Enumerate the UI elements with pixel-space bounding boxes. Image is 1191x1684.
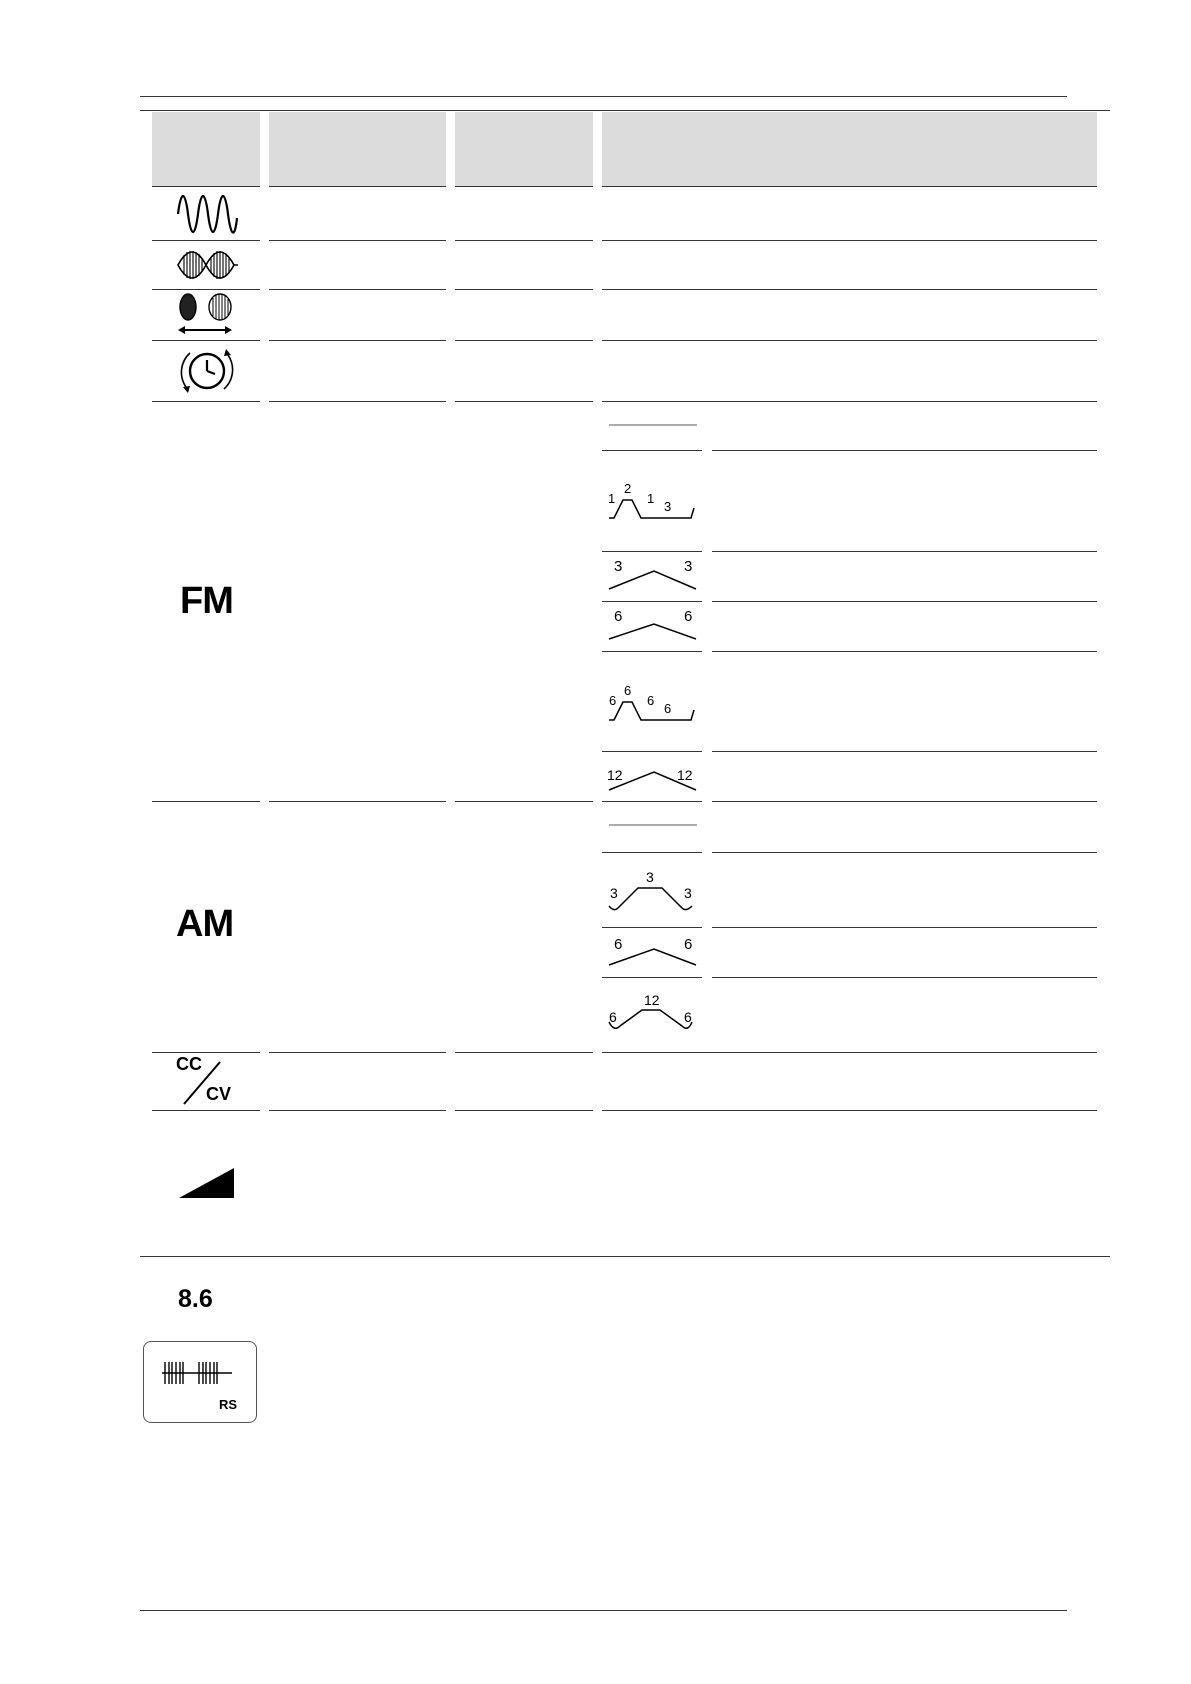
am-profile-333-icon: [606, 868, 700, 920]
am-profile-6-12-6-label-right: 6: [684, 1009, 692, 1025]
fm-profile-12-12-label-right: 12: [677, 767, 693, 783]
am-profile-333-label-left: 3: [610, 885, 618, 901]
fm-profile-1213-label-4: 3: [664, 499, 672, 514]
cc-label: CC: [176, 1054, 202, 1074]
section-rule: [140, 1256, 1110, 1257]
page-bottom-rule: [140, 1610, 1067, 1611]
am-profile-6-12-6-label-top: 12: [644, 992, 660, 1008]
fm-profile-3-3-label-right: 3: [684, 558, 693, 575]
fm-label: FM: [180, 580, 233, 622]
fm-profile-6-6-label-right: 6: [684, 608, 693, 625]
fm-profile-6666-label-4: 6: [664, 701, 672, 716]
am-profile-6-6-icon: [606, 929, 700, 975]
fm-profile-6666-label-3: 6: [647, 693, 655, 708]
fm-profile-flat-icon: [606, 405, 700, 445]
alternating-burst-icon: [176, 292, 238, 338]
fm-profile-6-6-label-left: 6: [614, 608, 623, 625]
section-number: 8.6: [178, 1285, 213, 1313]
cv-label: CV: [206, 1084, 232, 1104]
fm-profile-6666-icon: [606, 680, 700, 724]
fm-profile-1213-icon: [606, 478, 700, 522]
burst-wave-icon: [176, 243, 238, 287]
am-profile-6-6-label-left: 6: [614, 936, 623, 953]
table-header-icon-col: [152, 112, 260, 186]
am-profile-6-12-6-label-left: 6: [609, 1009, 617, 1025]
am-profile-333-label-top: 3: [646, 869, 654, 885]
am-profile-6-6-label-right: 6: [684, 936, 693, 953]
fm-profile-6666-label-2: 6: [624, 683, 632, 698]
sine-wave-icon: [176, 188, 238, 240]
am-label: AM: [176, 903, 234, 945]
fm-profile-1213-label-2: 2: [624, 481, 632, 496]
fm-profile-1213-label-1: 1: [608, 491, 616, 506]
am-profile-6-12-6-icon: [606, 992, 700, 1036]
cc-cv-icon: [176, 1054, 238, 1108]
fm-profile-6666-label-1: 6: [609, 693, 617, 708]
ramp-icon: [178, 1164, 236, 1200]
fm-profile-12-12-label-left: 12: [607, 767, 623, 783]
barcode-rs-icon: [143, 1341, 257, 1423]
fm-profile-6-6-icon: [606, 603, 700, 649]
table-header-col3: [455, 112, 593, 186]
fm-profile-3-3-icon: [606, 553, 700, 599]
table-header-col4: [602, 112, 1097, 186]
fm-profile-3-3-label-left: 3: [614, 558, 623, 575]
page-top-rule: [140, 96, 1067, 97]
table-top-rule: [140, 110, 1110, 111]
fm-profile-1213-label-3: 1: [647, 491, 655, 506]
table-header-col2: [269, 112, 446, 186]
fm-profile-12-12-icon: [606, 754, 700, 800]
timer-cycle-icon: [176, 343, 238, 399]
am-profile-flat-icon: [606, 805, 700, 845]
am-profile-333-label-right: 3: [684, 885, 692, 901]
rs-label: RS: [219, 1397, 238, 1412]
